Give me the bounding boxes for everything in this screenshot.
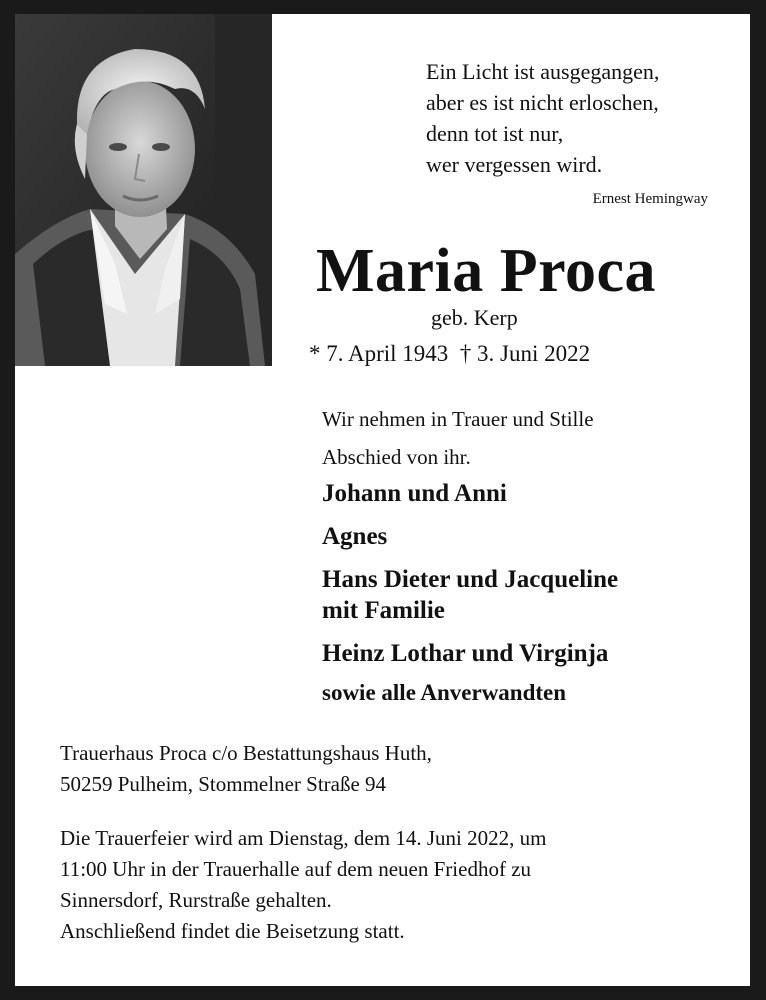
mourner: sowie alle Anverwandten [322, 680, 567, 705]
mourner: Agnes [322, 523, 388, 550]
poem [426, 56, 726, 180]
life-dates: * 7. April 1943 † 3. Juni 2022 [309, 341, 591, 366]
quote-author: Ernest Hemingway [592, 191, 708, 207]
intro-line: Abschied von ihr. [322, 445, 471, 469]
mourner: Johann und Anni [322, 480, 507, 507]
address-line: 50259 Pulheim, Stommelner Straße 94 [60, 772, 387, 796]
poem-line: aber es ist nicht erloschen, [426, 90, 659, 115]
ceremony-line: 11:00 Uhr in der Trauerhalle auf dem neuen Friedhof zu [60, 857, 532, 881]
poem-line: Ein Licht ist ausgegangen, [426, 59, 660, 84]
intro-line: Wir nehmen in Trauer und Stille [322, 407, 594, 431]
mourner: Heinz Lothar und Virginja [322, 640, 609, 667]
ceremony-line: Die Trauerfeier wird am Dienstag, dem 14. Juni 2022, um [60, 826, 547, 850]
portrait-photo [15, 14, 272, 366]
mourners-list [322, 478, 742, 708]
address-line: Trauerhaus Proca c/o Bestattungshaus Huth, [60, 741, 432, 765]
maiden-name: geb. Kerp [431, 305, 518, 330]
intro-text [322, 400, 594, 476]
poem-line: wer vergessen wird. [426, 152, 603, 177]
ceremony-info [60, 823, 546, 947]
mourner: mit Familie [322, 597, 445, 624]
portrait-image [15, 14, 272, 366]
deceased-name: Maria Proca [316, 237, 657, 305]
ceremony-line: Anschließend findet die Beisetzung statt. [60, 919, 405, 943]
poem-line: denn tot ist nur, [426, 121, 564, 146]
ceremony-line: Sinnersdorf, Rurstraße gehalten. [60, 888, 332, 912]
mourning-house-address [60, 738, 432, 800]
mourner: Hans Dieter und Jacqueline [322, 566, 619, 593]
